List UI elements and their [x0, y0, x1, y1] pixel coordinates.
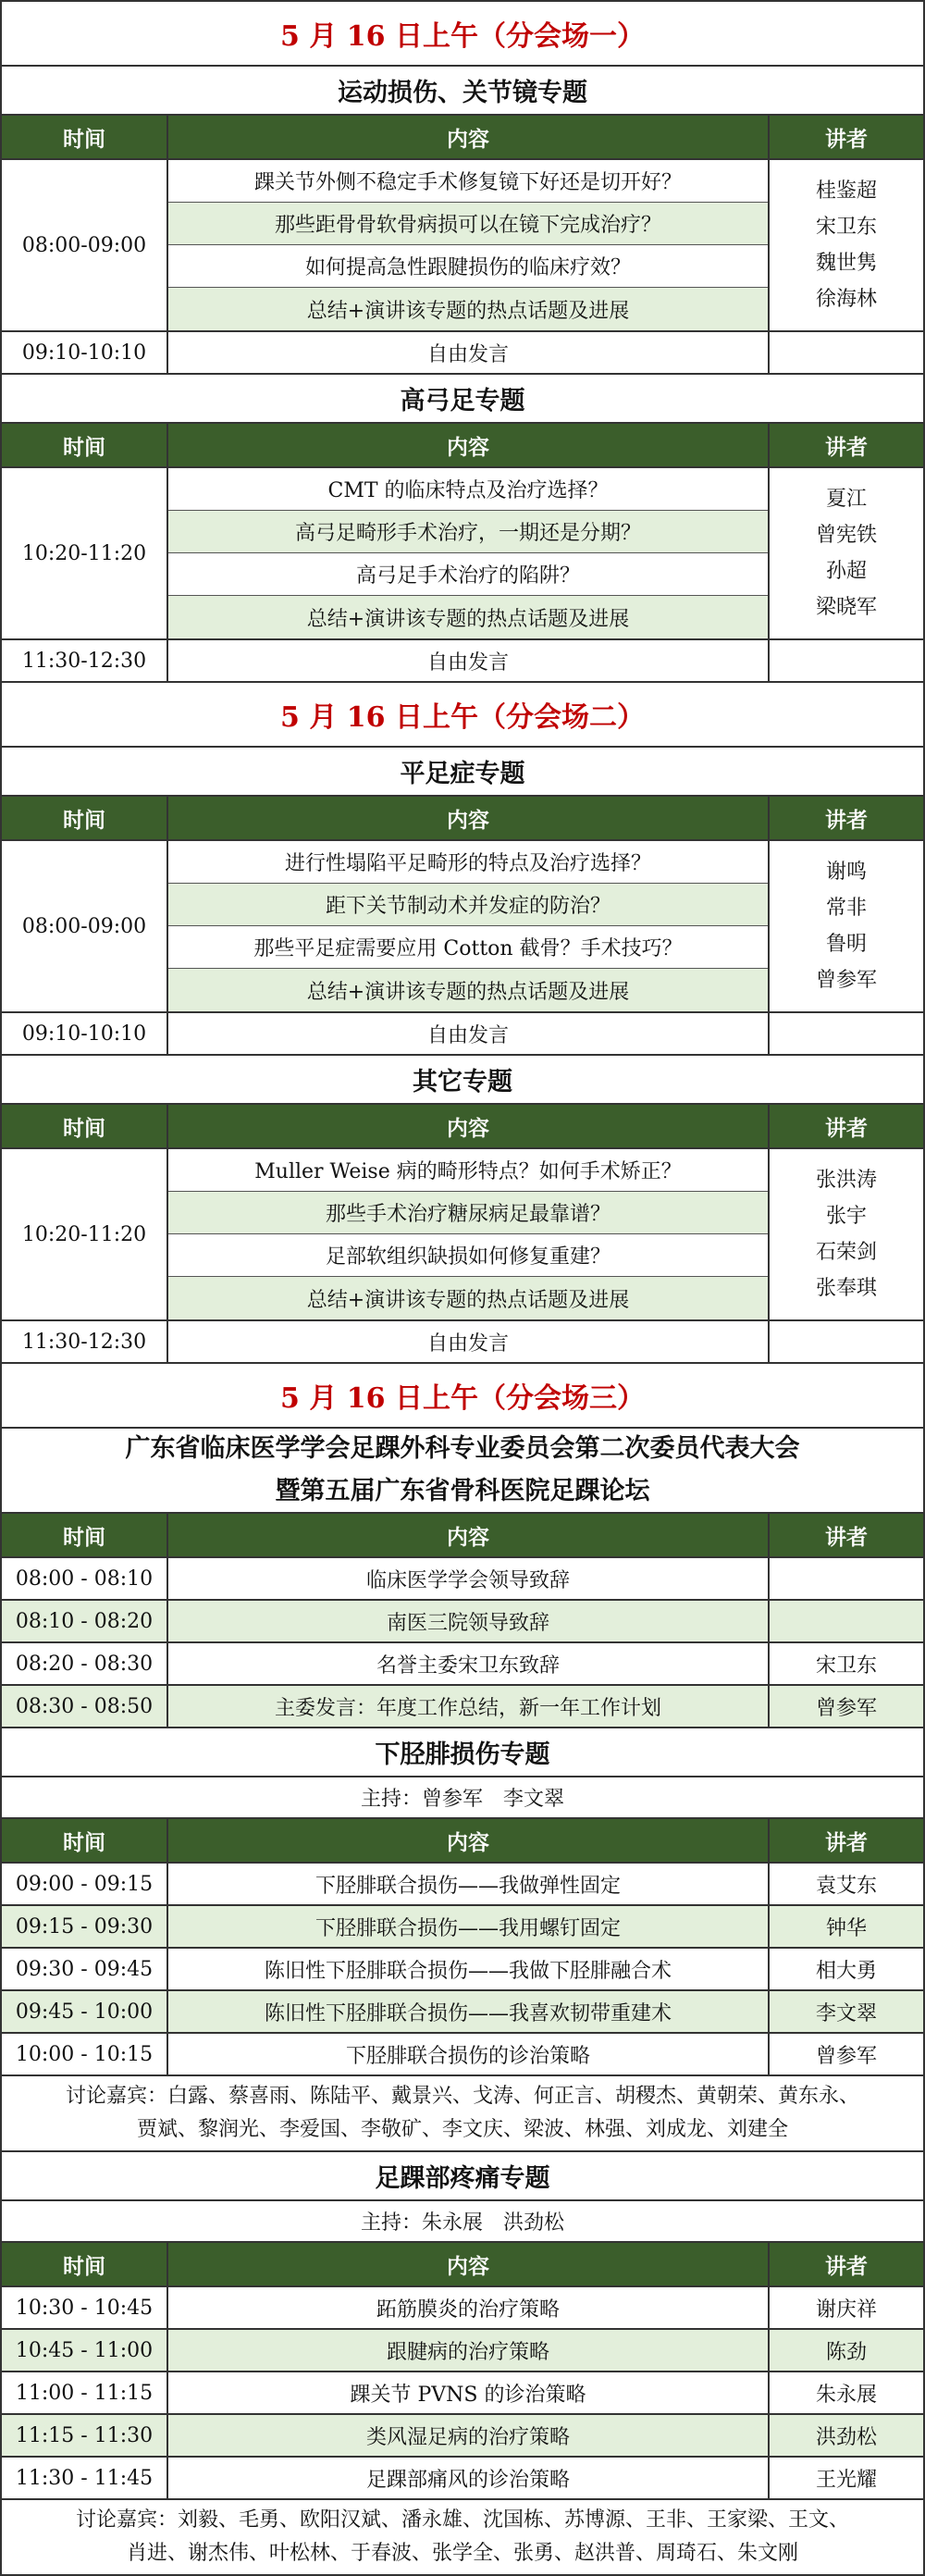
topic-item: 距下关节制动术并发症的防治？ — [168, 884, 768, 926]
speaker-cell: 洪劲松 — [815, 2425, 877, 2449]
speaker-name: 张洪涛 — [815, 1169, 877, 1192]
topic-title — [2, 375, 925, 424]
guest-line: 讨论嘉宾：刘毅、毛勇、欧阳汉斌、潘永雄、沈国栋、苏博源、王非、王家梁、王文、 — [75, 2508, 849, 2532]
speaker-cell: 李文翠 — [815, 2001, 877, 2025]
session-group — [2, 1149, 925, 1321]
speaker-name: 孙超 — [825, 560, 867, 583]
time-cell: 08:30 - 08:50 — [2, 1686, 168, 1727]
topic-item: 高弓足手术治疗的陷阱？ — [168, 553, 768, 596]
topic-title — [2, 2152, 925, 2201]
guest-line: 贾斌、黎润光、李爱国、李敬矿、李文庆、梁波、林强、刘成龙、刘建全 — [136, 2118, 788, 2141]
content-cell: 陈旧性下胫腓联合损伤——我做下胫腓融合术 — [168, 1949, 770, 1989]
speaker-name: 鲁明 — [825, 933, 867, 956]
table-header — [2, 2243, 925, 2287]
header-time: 时间 — [2, 797, 168, 839]
schedule-row — [2, 332, 925, 375]
discussion-guests — [2, 2076, 925, 2152]
topic-title — [2, 67, 925, 116]
topic-item: 如何提高急性跟腱损伤的临床疗效？ — [168, 245, 768, 288]
table-header — [2, 1514, 925, 1558]
header-time: 时间 — [2, 2243, 168, 2285]
schedule-row — [2, 1643, 925, 1686]
time-cell: 11:30-12:30 — [2, 1321, 168, 1362]
topic-title-line: 高弓足专题 — [400, 387, 525, 415]
schedule-row — [2, 1864, 925, 1906]
topic-list — [168, 468, 770, 638]
speaker-cell — [770, 1013, 923, 1054]
session-group — [2, 841, 925, 1013]
speaker-list — [770, 160, 923, 330]
time-cell: 09:10-10:10 — [2, 1013, 168, 1054]
header-content: 内容 — [168, 2243, 770, 2285]
time-cell: 09:45 - 10:00 — [2, 1991, 168, 2032]
topic-title — [2, 1728, 925, 1777]
speaker-cell — [770, 1321, 923, 1362]
content-cell: 类风湿足病的治疗策略 — [168, 2415, 770, 2456]
topic-title-line: 暨第五届广东省骨科医院足踝论坛 — [275, 1477, 650, 1505]
topic-item: 足部软组织缺损如何修复重建？ — [168, 1234, 768, 1277]
speaker-name: 谢鸣 — [825, 861, 867, 884]
content-cell: 主委发言：年度工作总结，新一年工作计划 — [168, 1686, 770, 1727]
time-cell: 10:30 - 10:45 — [2, 2287, 168, 2328]
content-cell: 跖筋膜炎的治疗策略 — [168, 2287, 770, 2328]
content-cell: 足踝部痛风的诊治策略 — [168, 2458, 770, 2498]
schedule-row — [2, 1906, 925, 1949]
schedule-row — [2, 1686, 925, 1728]
guest-line: 肖进、谢杰伟、叶松林、于春波、张学全、张勇、赵洪普、周琦石、朱文刚 — [126, 2542, 798, 2565]
header-speaker: 讲者 — [825, 434, 868, 460]
speaker-cell — [770, 1601, 923, 1641]
header-time: 时间 — [2, 424, 168, 466]
speaker-cell: 王光耀 — [815, 2468, 877, 2492]
topic-item: 那些手术治疗糖尿病足最靠谱？ — [168, 1192, 768, 1234]
header-time: 时间 — [2, 1514, 168, 1556]
time-cell: 08:00-09:00 — [2, 160, 168, 330]
host-line: 主持：曾参军 李文翠 — [2, 1777, 925, 1819]
speaker-name: 徐海林 — [815, 288, 877, 311]
speaker-name: 桂鉴超 — [815, 180, 877, 203]
time-cell: 09:10-10:10 — [2, 332, 168, 373]
time-cell: 11:15 - 11:30 — [2, 2415, 168, 2456]
table-header — [2, 1105, 925, 1149]
speaker-cell — [770, 332, 923, 373]
time-cell: 09:00 - 09:15 — [2, 1864, 168, 1904]
topic-list — [168, 160, 770, 330]
topic-item: 踝关节外侧不稳定手术修复镜下好还是切开好？ — [168, 160, 768, 203]
header-content: 内容 — [168, 1819, 770, 1862]
content-cell: 临床医学学会领导致辞 — [168, 1558, 770, 1599]
speaker-cell: 谢庆祥 — [815, 2297, 877, 2322]
time-cell: 08:00-09:00 — [2, 841, 168, 1011]
speaker-list — [770, 1149, 923, 1319]
session-group — [2, 468, 925, 640]
topic-title — [2, 1429, 925, 1514]
schedule-row — [2, 1991, 925, 2034]
schedule-row — [2, 1321, 925, 1364]
session-title: 5 月 16 日上午（分会场三） — [2, 1364, 925, 1429]
content-cell: 自由发言 — [168, 640, 770, 681]
time-cell: 10:45 - 11:00 — [2, 2330, 168, 2371]
schedule-row — [2, 640, 925, 683]
speaker-cell: 陈劲 — [825, 2340, 867, 2364]
schedule-row — [2, 2330, 925, 2372]
time-cell: 08:00 - 08:10 — [2, 1558, 168, 1599]
topic-title-line: 运动损伤、关节镜专题 — [338, 79, 587, 107]
header-speaker: 讲者 — [825, 1829, 868, 1855]
header-content: 内容 — [168, 797, 770, 839]
topic-title-line: 广东省临床医学学会足踝外科专业委员会第二次委员代表大会 — [125, 1434, 800, 1463]
time-cell: 11:00 - 11:15 — [2, 2372, 168, 2413]
schedule-row — [2, 1949, 925, 1991]
speaker-cell: 朱永展 — [815, 2383, 877, 2407]
schedule-row — [2, 2458, 925, 2500]
topic-item: 进行性塌陷平足畸形的特点及治疗选择？ — [168, 841, 768, 884]
header-content: 内容 — [168, 1514, 770, 1556]
guest-line: 讨论嘉宾：白露、蔡喜雨、陈陆平、戴景兴、戈涛、何正言、胡稷杰、黄朝荣、黄东永、 — [65, 2085, 859, 2108]
speaker-name: 石荣剑 — [815, 1241, 877, 1264]
header-content: 内容 — [168, 1105, 770, 1147]
speaker-cell: 曾参军 — [815, 2044, 877, 2068]
time-cell: 10:00 - 10:15 — [2, 2034, 168, 2074]
content-cell: 下胫腓联合损伤——我用螺钉固定 — [168, 1906, 770, 1947]
content-cell: 南医三院领导致辞 — [168, 1601, 770, 1641]
topic-title — [2, 1056, 925, 1105]
header-content: 内容 — [168, 116, 770, 158]
topic-list — [168, 1149, 770, 1319]
topic-title-line: 平足症专题 — [400, 760, 525, 788]
speaker-name: 夏江 — [825, 488, 867, 511]
speaker-cell: 钟华 — [825, 1916, 867, 1940]
topic-title-line: 其它专题 — [413, 1068, 512, 1096]
content-cell: 自由发言 — [168, 1321, 770, 1362]
time-cell: 08:20 - 08:30 — [2, 1643, 168, 1684]
topic-title — [2, 748, 925, 797]
header-time: 时间 — [2, 116, 168, 158]
speaker-name: 常非 — [825, 897, 867, 920]
table-header — [2, 797, 925, 841]
topic-item: 总结+演讲该专题的热点话题及进展 — [168, 1277, 768, 1319]
content-cell: 陈旧性下胫腓联合损伤——我喜欢韧带重建术 — [168, 1991, 770, 2032]
topic-item: 那些距骨骨软骨病损可以在镜下完成治疗？ — [168, 203, 768, 245]
speaker-cell: 袁艾东 — [815, 1874, 877, 1898]
header-speaker: 讲者 — [825, 2253, 868, 2279]
time-cell: 11:30 - 11:45 — [2, 2458, 168, 2498]
schedule-row — [2, 1558, 925, 1601]
header-time: 时间 — [2, 1105, 168, 1147]
topic-list — [168, 841, 770, 1011]
time-cell: 08:10 - 08:20 — [2, 1601, 168, 1641]
speaker-name: 宋卫东 — [815, 216, 877, 239]
time-cell: 09:30 - 09:45 — [2, 1949, 168, 1989]
content-cell: 下胫腓联合损伤——我做弹性固定 — [168, 1864, 770, 1904]
speaker-cell — [770, 1558, 923, 1599]
schedule-row — [2, 2034, 925, 2076]
speaker-name: 张宇 — [825, 1205, 867, 1228]
content-cell: 踝关节 PVNS 的诊治策略 — [168, 2372, 770, 2413]
session-group — [2, 160, 925, 332]
schedule-row — [2, 1601, 925, 1643]
content-cell: 自由发言 — [168, 1013, 770, 1054]
speaker-name: 曾参军 — [815, 969, 877, 992]
session-title: 5 月 16 日上午（分会场一） — [2, 2, 925, 67]
speaker-cell — [770, 640, 923, 681]
topic-item: 总结+演讲该专题的热点话题及进展 — [168, 969, 768, 1011]
header-time: 时间 — [2, 1819, 168, 1862]
time-cell: 10:20-11:20 — [2, 1149, 168, 1319]
content-cell: 名誉主委宋卫东致辞 — [168, 1643, 770, 1684]
header-speaker: 讲者 — [825, 126, 868, 152]
time-cell: 10:20-11:20 — [2, 468, 168, 638]
speaker-cell: 宋卫东 — [815, 1653, 877, 1678]
speaker-name: 曾宪铁 — [815, 524, 877, 547]
topic-title-line: 足踝部疼痛专题 — [375, 2164, 550, 2193]
speaker-list — [770, 468, 923, 638]
time-cell: 11:30-12:30 — [2, 640, 168, 681]
header-content: 内容 — [168, 424, 770, 466]
header-speaker: 讲者 — [825, 1115, 868, 1141]
host-line: 主持：朱永展 洪劲松 — [2, 2201, 925, 2243]
topic-item: 高弓足畸形手术治疗，一期还是分期？ — [168, 511, 768, 553]
header-speaker: 讲者 — [825, 807, 868, 833]
speaker-cell: 曾参军 — [815, 1696, 877, 1720]
speaker-cell: 相大勇 — [815, 1959, 877, 1983]
schedule-row — [2, 2287, 925, 2330]
table-header — [2, 424, 925, 468]
table-header — [2, 116, 925, 160]
topic-item: Muller Weise 病的畸形特点？如何手术矫正？ — [168, 1149, 768, 1192]
content-cell: 下胫腓联合损伤的诊治策略 — [168, 2034, 770, 2074]
speaker-name: 魏世隽 — [815, 252, 877, 275]
session-title: 5 月 16 日上午（分会场二） — [2, 683, 925, 748]
schedule-row — [2, 2415, 925, 2458]
table-header — [2, 1819, 925, 1864]
time-cell: 09:15 - 09:30 — [2, 1906, 168, 1947]
discussion-guests — [2, 2500, 925, 2576]
topic-item: 总结+演讲该专题的热点话题及进展 — [168, 288, 768, 330]
speaker-name: 梁晓军 — [815, 596, 877, 619]
topic-item: 那些平足症需要应用 Cotton 截骨？手术技巧？ — [168, 926, 768, 969]
topic-title-line: 下胫腓损伤专题 — [375, 1740, 550, 1769]
topic-item: CMT 的临床特点及治疗选择？ — [168, 468, 768, 511]
schedule-row — [2, 2372, 925, 2415]
content-cell: 跟腱病的治疗策略 — [168, 2330, 770, 2371]
topic-item: 总结+演讲该专题的热点话题及进展 — [168, 596, 768, 638]
content-cell: 自由发言 — [168, 332, 770, 373]
speaker-name: 张奉琪 — [815, 1277, 877, 1300]
header-speaker: 讲者 — [825, 1524, 868, 1550]
schedule-row — [2, 1013, 925, 1056]
speaker-list — [770, 841, 923, 1011]
